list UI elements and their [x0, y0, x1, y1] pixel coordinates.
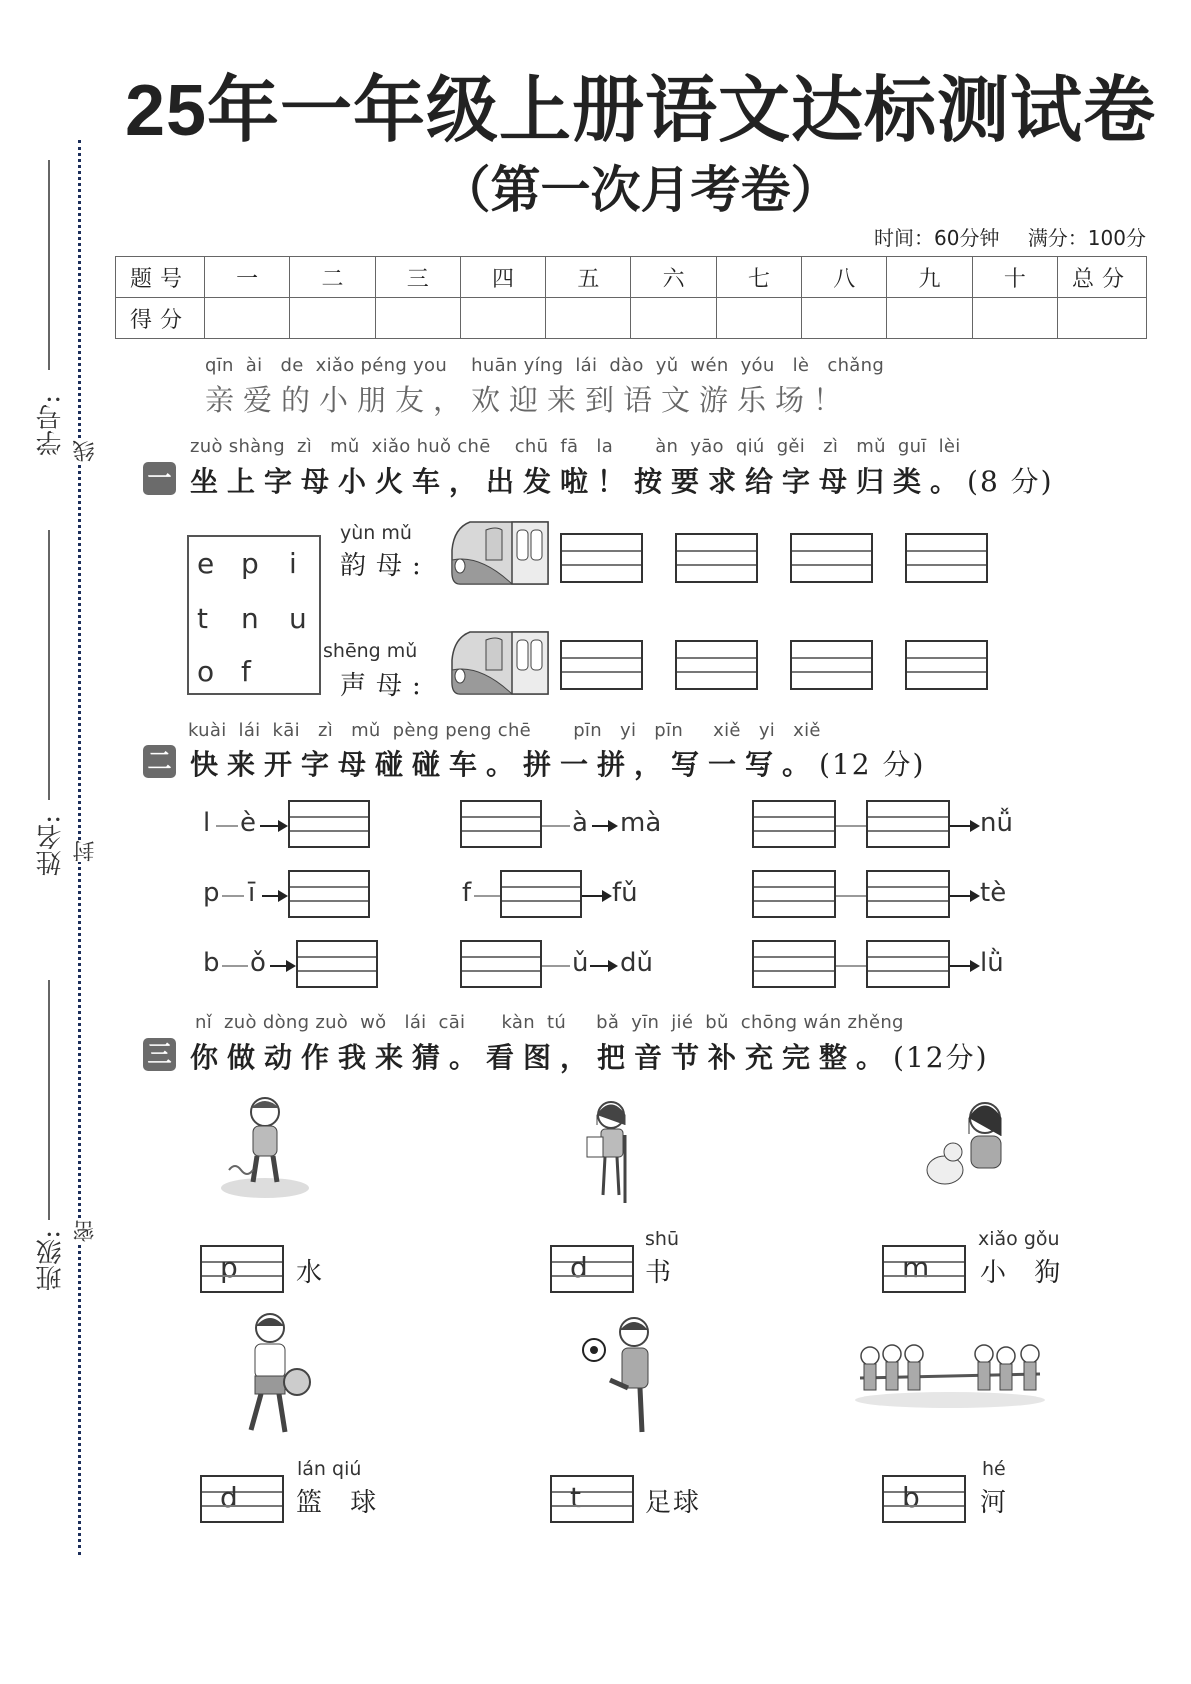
letter: n: [241, 602, 259, 635]
q3-title: [190, 1036, 989, 1076]
shengmu-write-box[interactable]: [790, 640, 873, 690]
arrow-right-icon: [262, 895, 286, 897]
q2-result: dǔ: [620, 948, 653, 978]
score-col: 四: [460, 257, 545, 298]
shengmu-write-box[interactable]: [675, 640, 758, 690]
letter: e: [197, 547, 215, 580]
name-label: 姓名:: [36, 815, 66, 876]
q3-syllable-box[interactable]: [882, 1475, 966, 1523]
q2-result: mà: [620, 808, 662, 838]
boy-kicking-football-illustration: [580, 1310, 670, 1440]
q2-write-box[interactable]: [500, 870, 582, 918]
q3-word: 小 狗: [980, 1258, 1071, 1288]
kids-tug-of-war-illustration: [850, 1340, 1050, 1410]
q2-badge: 二: [143, 745, 176, 778]
letter: i: [289, 547, 297, 580]
q3-syllable-box[interactable]: [550, 1475, 634, 1523]
connector: [216, 825, 238, 827]
greeting-text: 亲爱的小朋友，欢迎来到语文游乐场！: [205, 383, 852, 417]
exam-meta: [852, 222, 1146, 251]
q1-pinyin: zuò shàng zì mǔ xiǎo huǒ chē chū fā la àn yāo qiú gěi zì mǔ guī lèi: [190, 436, 961, 457]
score-cell[interactable]: [290, 298, 375, 339]
girl-with-puppy-illustration: [915, 1090, 1015, 1200]
q2-pinyin: kuài lái kāi zì mǔ pèng peng chē pīn yi pīn xiě yi xiě: [188, 720, 821, 741]
q2-result: tè: [980, 878, 1007, 908]
q2-write-box[interactable]: [288, 800, 370, 848]
connector: [836, 965, 866, 967]
q2-title-text: 快来开字母碰碰车。拼一拼，写一写。: [190, 748, 820, 781]
q3-syllable-box[interactable]: [882, 1245, 966, 1293]
q2-write-box[interactable]: [866, 800, 950, 848]
q3-word: 河: [980, 1488, 1017, 1518]
exam-full-score: 满分：100分: [1027, 226, 1146, 250]
q3-word: 篮 球: [296, 1488, 387, 1518]
q2-final: ǒ: [250, 948, 266, 978]
arrow-right-icon: [260, 825, 286, 827]
arrow-right-icon: [582, 895, 610, 897]
q3-given-initial: m: [902, 1251, 930, 1284]
q2-initial: f: [462, 878, 472, 908]
yunmu-write-box[interactable]: [905, 533, 988, 583]
yunmu-write-box[interactable]: [675, 533, 758, 583]
exam-time: 时间：60分钟: [874, 226, 1000, 250]
q2-write-box[interactable]: [866, 940, 950, 988]
connector: [836, 895, 866, 897]
connector: [222, 965, 248, 967]
score-col: 三: [375, 257, 460, 298]
score-col: 六: [631, 257, 716, 298]
q2-initial: l: [203, 808, 211, 838]
q3-syllable-box[interactable]: [200, 1475, 284, 1523]
score-col: 二: [290, 257, 375, 298]
arrow-right-icon: [950, 895, 978, 897]
score-table: [115, 256, 1147, 339]
q3-given-initial: p: [220, 1251, 238, 1284]
page-subtitle: （第一次月考卷）: [440, 162, 841, 218]
score-col: 九: [887, 257, 972, 298]
page-title: 25年一年级上册语文达标测试卷: [124, 71, 1157, 151]
score-cell[interactable]: [972, 298, 1057, 339]
q2-initial: b: [203, 948, 220, 978]
q3-badge: 三: [143, 1038, 176, 1071]
class-blank[interactable]: [48, 980, 50, 1220]
boy-splashing-water-illustration: [215, 1090, 315, 1200]
score-col-total: 总分: [1058, 257, 1147, 298]
q2-score: (12 分): [819, 748, 926, 781]
girl-reading-book-illustration: [575, 1095, 645, 1205]
connector: [474, 895, 500, 897]
letter: p: [241, 547, 259, 580]
q3-word-pinyin: lán qiú: [297, 1458, 362, 1480]
q3-score: (12分): [893, 1041, 989, 1074]
boy-dribbling-basketball-illustration: [225, 1310, 320, 1440]
seal-secret-char: 密: [70, 1220, 101, 1242]
q1-title-text: 坐上字母小火车，出发啦！按要求给字母归类。: [190, 465, 968, 498]
connector: [222, 895, 244, 897]
score-table-row-head: 得分: [116, 298, 205, 339]
q2-write-box[interactable]: [752, 870, 836, 918]
q1-badge: 一: [143, 462, 176, 495]
score-cell[interactable]: [460, 298, 545, 339]
connector: [836, 825, 866, 827]
score-table-header-row: [116, 257, 1147, 298]
q2-write-box[interactable]: [460, 800, 542, 848]
q1-score: (8 分): [967, 465, 1054, 498]
class-label: 班级:: [36, 1230, 66, 1291]
q3-syllable-box[interactable]: [200, 1245, 284, 1293]
q3-given-initial: t: [570, 1481, 581, 1514]
arrow-right-icon: [270, 965, 294, 967]
seal-seal-char: 封: [70, 840, 101, 862]
score-col: 十: [972, 257, 1057, 298]
arrow-right-icon: [950, 825, 978, 827]
score-cell[interactable]: [375, 298, 460, 339]
q2-write-box[interactable]: [866, 870, 950, 918]
q3-given-initial: d: [220, 1481, 238, 1514]
q1-letter-box: [187, 535, 321, 695]
q2-write-box[interactable]: [752, 940, 836, 988]
connector: [542, 965, 570, 967]
yunmu-pinyin: yùn mǔ: [340, 522, 412, 544]
name-blank[interactable]: [48, 530, 50, 800]
letter: t: [197, 602, 208, 635]
yunmu-label: 韵母:: [340, 551, 431, 581]
q3-word-pinyin: shū: [645, 1228, 679, 1250]
score-col: 五: [546, 257, 631, 298]
connector: [542, 825, 570, 827]
arrow-right-icon: [592, 825, 616, 827]
score-cell[interactable]: [887, 298, 972, 339]
shengmu-write-box[interactable]: [560, 640, 643, 690]
q2-result: lǜ: [980, 948, 1004, 978]
shengmu-pinyin: shēng mǔ: [323, 640, 418, 662]
q2-result: fǔ: [612, 878, 638, 908]
arrow-right-icon: [950, 965, 978, 967]
q2-final: è: [240, 808, 256, 838]
q3-pinyin: nǐ zuò dòng zuò wǒ lái cāi kàn tú bǎ yīn jié bǔ chōng wán zhěng: [195, 1012, 904, 1033]
score-col: 一: [205, 257, 290, 298]
arrow-right-icon: [590, 965, 616, 967]
q2-write-box[interactable]: [296, 940, 378, 988]
score-col: 八: [802, 257, 887, 298]
q3-word-pinyin: hé: [982, 1458, 1006, 1480]
train-icon: [450, 520, 550, 586]
greeting-pinyin: qīn ài de xiǎo péng you huān yíng lái dào yǔ wén yóu lè chǎng: [205, 355, 885, 376]
shengmu-label: 声母:: [340, 671, 431, 701]
q3-word: 书: [645, 1258, 682, 1288]
q3-word: 足球: [645, 1488, 702, 1518]
score-table-score-row: [116, 298, 1147, 339]
q2-final: à: [572, 808, 588, 838]
q2-result: nǚ: [980, 808, 1013, 838]
score-cell-total[interactable]: [1058, 298, 1147, 339]
q2-title: [190, 743, 925, 783]
q2-write-box[interactable]: [460, 940, 542, 988]
q2-initial: p: [203, 878, 220, 908]
score-cell[interactable]: [546, 298, 631, 339]
q3-word: 水: [296, 1258, 333, 1288]
score-cell[interactable]: [205, 298, 290, 339]
train-icon: [450, 630, 550, 696]
seal-line-char: 线: [70, 440, 101, 462]
score-table-row-head: 题号: [116, 257, 205, 298]
q3-title-text: 你做动作我来猜。看图，把音节补充完整。: [190, 1041, 894, 1074]
yunmu-write-box[interactable]: [790, 533, 873, 583]
q2-final: ǔ: [572, 948, 589, 978]
score-col: 七: [716, 257, 801, 298]
score-cell[interactable]: [802, 298, 887, 339]
yunmu-write-box[interactable]: [560, 533, 643, 583]
q1-title: [190, 460, 1054, 500]
student-id-label: 学号:: [36, 395, 66, 456]
letter: u: [289, 602, 307, 635]
score-cell[interactable]: [716, 298, 801, 339]
q3-given-initial: d: [570, 1251, 588, 1284]
score-cell[interactable]: [631, 298, 716, 339]
q3-given-initial: b: [902, 1481, 920, 1514]
letter: o: [197, 655, 215, 688]
q2-write-box[interactable]: [288, 870, 370, 918]
q2-final: ī: [248, 878, 256, 908]
letter: f: [241, 655, 251, 688]
shengmu-write-box[interactable]: [905, 640, 988, 690]
q3-syllable-box[interactable]: [550, 1245, 634, 1293]
q2-write-box[interactable]: [752, 800, 836, 848]
q3-word-pinyin: xiǎo gǒu: [978, 1228, 1060, 1250]
